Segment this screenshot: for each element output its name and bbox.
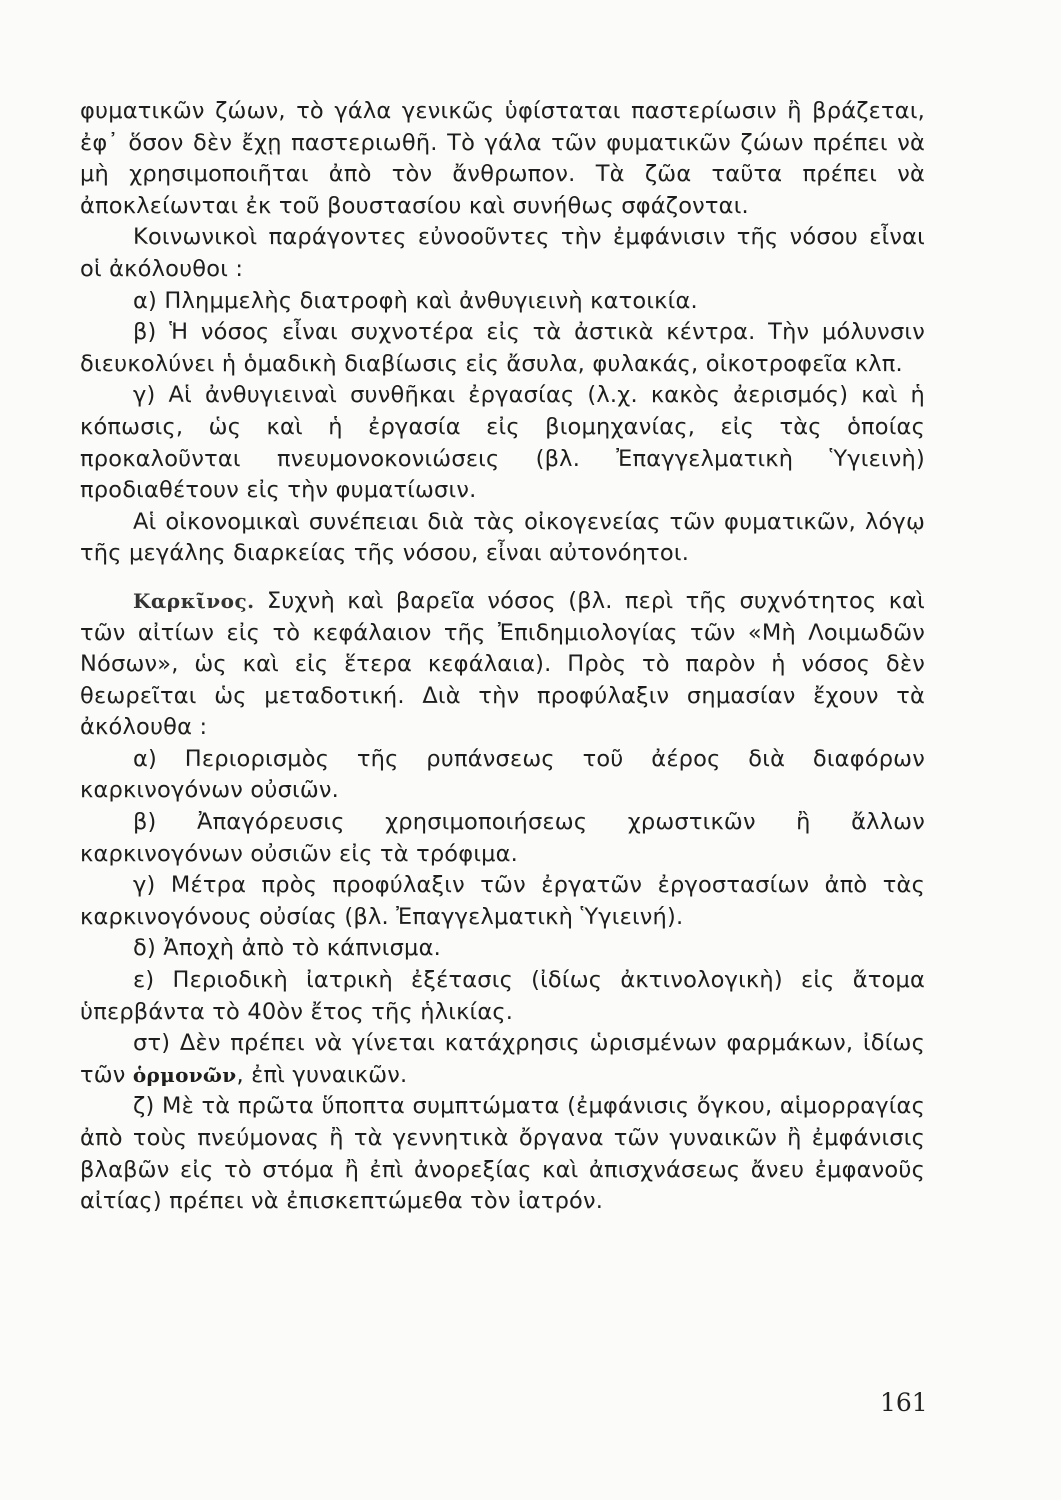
paragraph-economic: Αἱ οἰκονομικαὶ συνέπειαι διὰ τὰς οἰκογενείας τῶν φυματικῶν, λόγῳ τῆς μεγάλης διαρκείας τῆς νόσου, εἶναι αὐτονόητοι. xyxy=(80,508,925,567)
cancer-item-z: ζ) Μὲ τὰ πρῶτα ὕποπτα συμπτώματα (ἐμφάνισις ὄγκου, αἱμορραγίας ἀπὸ τοὺς πνεύμονας ἢ τὰ γεννητικὰ ὄργανα τῶν γυναικῶν ἢ ἐμφάνισις βλαβῶν εἰς τὸ στόμα ἢ ἐπὶ ἀνορεξίας καὶ ἀπισχνάσεως ἄνευ ἐμφανοῦς αἰτίας) πρέπει νὰ ἐπισκεπτώμεθα τὸν ἰατρόν. xyxy=(80,1093,925,1215)
paragraph-cancer xyxy=(80,586,925,744)
paragraph-social-factors: Κοινωνικοὶ παράγοντες εὐνοοῦντες τὴν ἐμφάνισιν τῆς νόσου εἶναι οἱ ἀκόλουθοι : xyxy=(80,224,925,282)
body-text xyxy=(80,96,925,1218)
cancer-intro-text: Συχνὴ καὶ βαρεῖα νόσος (βλ. περὶ τῆς συχνότητος καὶ τῶν αἰτίων εἰς τὸ κεφάλαιον τῆς Ἐπιδημιολογίας τῶν «Μὴ Λοιμωδῶν Νόσων», ὡς καὶ εἰς ἕτερα κεφάλαια). Πρὸς τὸ παρὸν ἡ νόσος δὲν θεωρεῖται ὡς μεταδοτική. Διὰ τὴν προφύλαξιν σημασίαν ἔχουν τὰ ἀκόλουθα : xyxy=(80,587,925,741)
cancer-item-st xyxy=(80,1028,925,1091)
cancer-item-e: ε) Περιοδικὴ ἰατρικὴ ἐξέτασις (ἰδίως ἀκτινολογικὴ) εἰς ἄτομα ὑπερβάντα τὸ 40ὸν ἔτος τῆς ἡλικίας. xyxy=(80,967,925,1025)
section-heading-cancer: Καρκῖνος. xyxy=(133,588,255,613)
list-item-a: α) Πλημμελὴς διατροφὴ καὶ ἀνθυγιεινὴ κατοικία. xyxy=(133,287,698,314)
cancer-item-d: δ) Ἀποχὴ ἀπὸ τὸ κάπνισμα. xyxy=(133,935,441,962)
cancer-item-a: α) Περιορισμὸς τῆς ρυπάνσεως τοῦ ἀέρος διὰ διαφόρων καρκινογόνων οὐσιῶν. xyxy=(80,745,925,804)
emphasis-hormones: ὁρμονῶν xyxy=(132,1062,237,1087)
cancer-item-st-end: , ἐπὶ γυναικῶν. xyxy=(236,1061,408,1088)
page-number: 161 xyxy=(880,1388,928,1417)
cancer-item-b: β) Ἀπαγόρευσις χρησιμοποιήσεως χρωστικῶν ἢ ἄλλων καρκινογόνων οὐσιῶν εἰς τὰ τρόφιμα. xyxy=(80,809,925,867)
list-item-b: β) Ἡ νόσος εἶναι συχνοτέρα εἰς τὰ ἀστικὰ κέντρα. Τὴν μόλυνσιν διευκολύνει ἡ ὁμαδικὴ διαβίωσις εἰς ἄσυλα, φυλακάς, οἰκοτροφεῖα κλπ. xyxy=(80,319,925,377)
list-item-c: γ) Αἱ ἀνθυγιειναὶ συνθῆκαι ἐργασίας (λ.χ. κακὸς ἀερισμός) καὶ ἡ κόπωσις, ὡς καὶ ἡ ἐργασία εἰς βιομηχανίας, εἰς τὰς ὁποίας προκαλοῦνται πνευμονοκονιώσεις (βλ. Ἐπαγγελματικὴ Ὑγιεινὴ) προδιαθέτουν εἰς τὴν φυματίωσιν. xyxy=(80,382,925,504)
cancer-item-st-text: στ) Δὲν πρέπει νὰ γίνεται κατάχρησις ὡρισμένων φαρμάκων, ἰδίως τῶν xyxy=(80,1030,925,1088)
paragraph-tb-milk: φυματικῶν ζώων, τὸ γάλα γενικῶς ὑφίσταται παστερίωσιν ἢ βράζεται, ἐφ᾽ ὅσον δὲν ἔχῃ παστεριωθῆ. Τὸ γάλα τῶν φυματικῶν ζώων πρέπει νὰ μὴ χρησιμοποιῆται ἀπὸ τὸν ἄνθρωπον. Τὰ ζῶα ταῦτα πρέπει νὰ ἀποκλείωνται ἐκ τοῦ βουστασίου καὶ συνήθως σφάζονται. xyxy=(80,98,925,219)
cancer-item-c: γ) Μέτρα πρὸς προφύλαξιν τῶν ἐργατῶν ἐργοστασίων ἀπὸ τὰς καρκινογόνους οὐσίας (βλ. Ἐπαγγελματικὴ Ὑγιεινή). xyxy=(80,872,925,930)
